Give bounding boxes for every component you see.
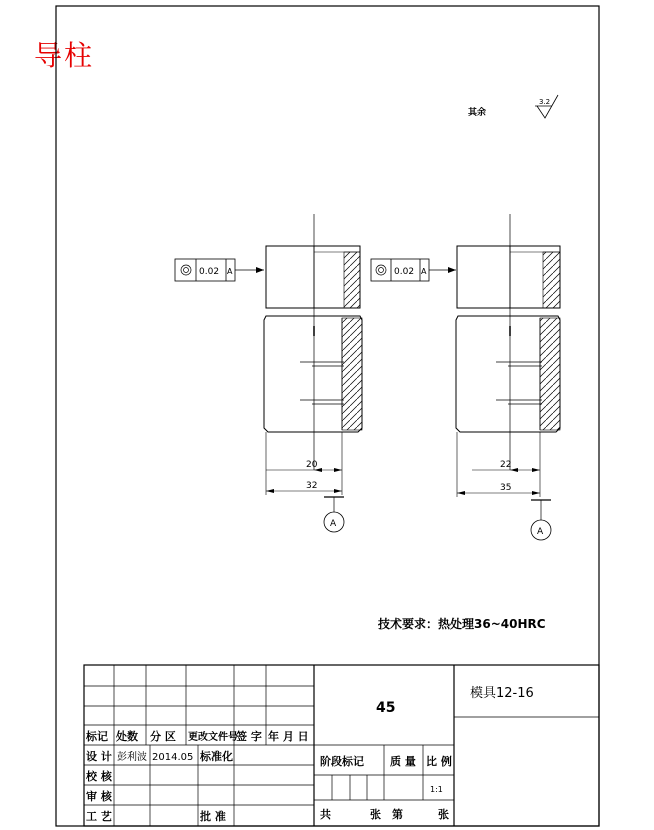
header-mark: 标记 (86, 730, 108, 743)
review-label: 审 核 (86, 790, 112, 803)
roughness-value: 3.2 (539, 98, 551, 106)
material: 45 (376, 700, 396, 716)
technical-requirement: 技术要求：热处理36~40HRC (378, 617, 546, 631)
standardization-label: 标准化 (200, 750, 233, 763)
roughness-label: 其余 (468, 108, 487, 118)
right-view (371, 214, 560, 540)
left-datum-label: A (330, 519, 337, 529)
concentricity-icon (376, 265, 386, 275)
left-body-hatch (342, 318, 362, 430)
process-label: 工 艺 (86, 810, 112, 823)
design-date: 2014.05 (152, 752, 194, 763)
left-tolerance-value: 0.02 (199, 267, 220, 277)
check-label: 校 核 (86, 770, 112, 783)
weight-label: 质 量 (390, 755, 416, 768)
drawing-title: 导柱 (34, 39, 95, 72)
concentricity-icon (181, 265, 191, 275)
right-tolerance-datum: A (421, 267, 427, 276)
designer-name: 彭利波 (117, 752, 147, 763)
left-inner-dim: 20 (306, 460, 318, 470)
sheets-total-label: 共 (320, 808, 331, 821)
left-view (175, 214, 362, 532)
header-zone: 分 区 (150, 730, 176, 743)
header-date: 年 月 日 (268, 730, 309, 743)
header-signature: 签 字 (236, 730, 262, 743)
approve-label: 批 准 (200, 810, 226, 823)
drawing-border (56, 6, 599, 826)
left-outer-dim: 32 (306, 481, 318, 491)
stage-mark-label: 阶段标记 (320, 755, 364, 768)
scale-value: 1:1 (430, 785, 443, 794)
sheets-unit-label: 张 (370, 808, 381, 821)
right-inner-dim: 22 (500, 460, 512, 470)
surface-roughness-note (468, 95, 558, 118)
left-head-hatch (344, 252, 360, 308)
drawing-number: 模具12-16 (470, 686, 534, 701)
designer-label: 设 计 (86, 750, 112, 763)
right-datum-label: A (537, 527, 544, 537)
left-tolerance-datum: A (227, 267, 233, 276)
right-outer-dim: 35 (500, 483, 512, 493)
sheet-unit-label: 张 (438, 808, 449, 821)
left-tolerance-frame (175, 259, 264, 281)
right-head-hatch (543, 252, 560, 308)
right-body-hatch (540, 318, 560, 430)
sheet-no-label: 第 (392, 808, 403, 821)
right-tolerance-value: 0.02 (394, 267, 415, 277)
right-tolerance-frame (371, 259, 456, 281)
scale-label: 比 例 (426, 755, 452, 768)
header-count: 处数 (116, 730, 138, 743)
header-change-doc: 更改文件号 (188, 732, 238, 743)
